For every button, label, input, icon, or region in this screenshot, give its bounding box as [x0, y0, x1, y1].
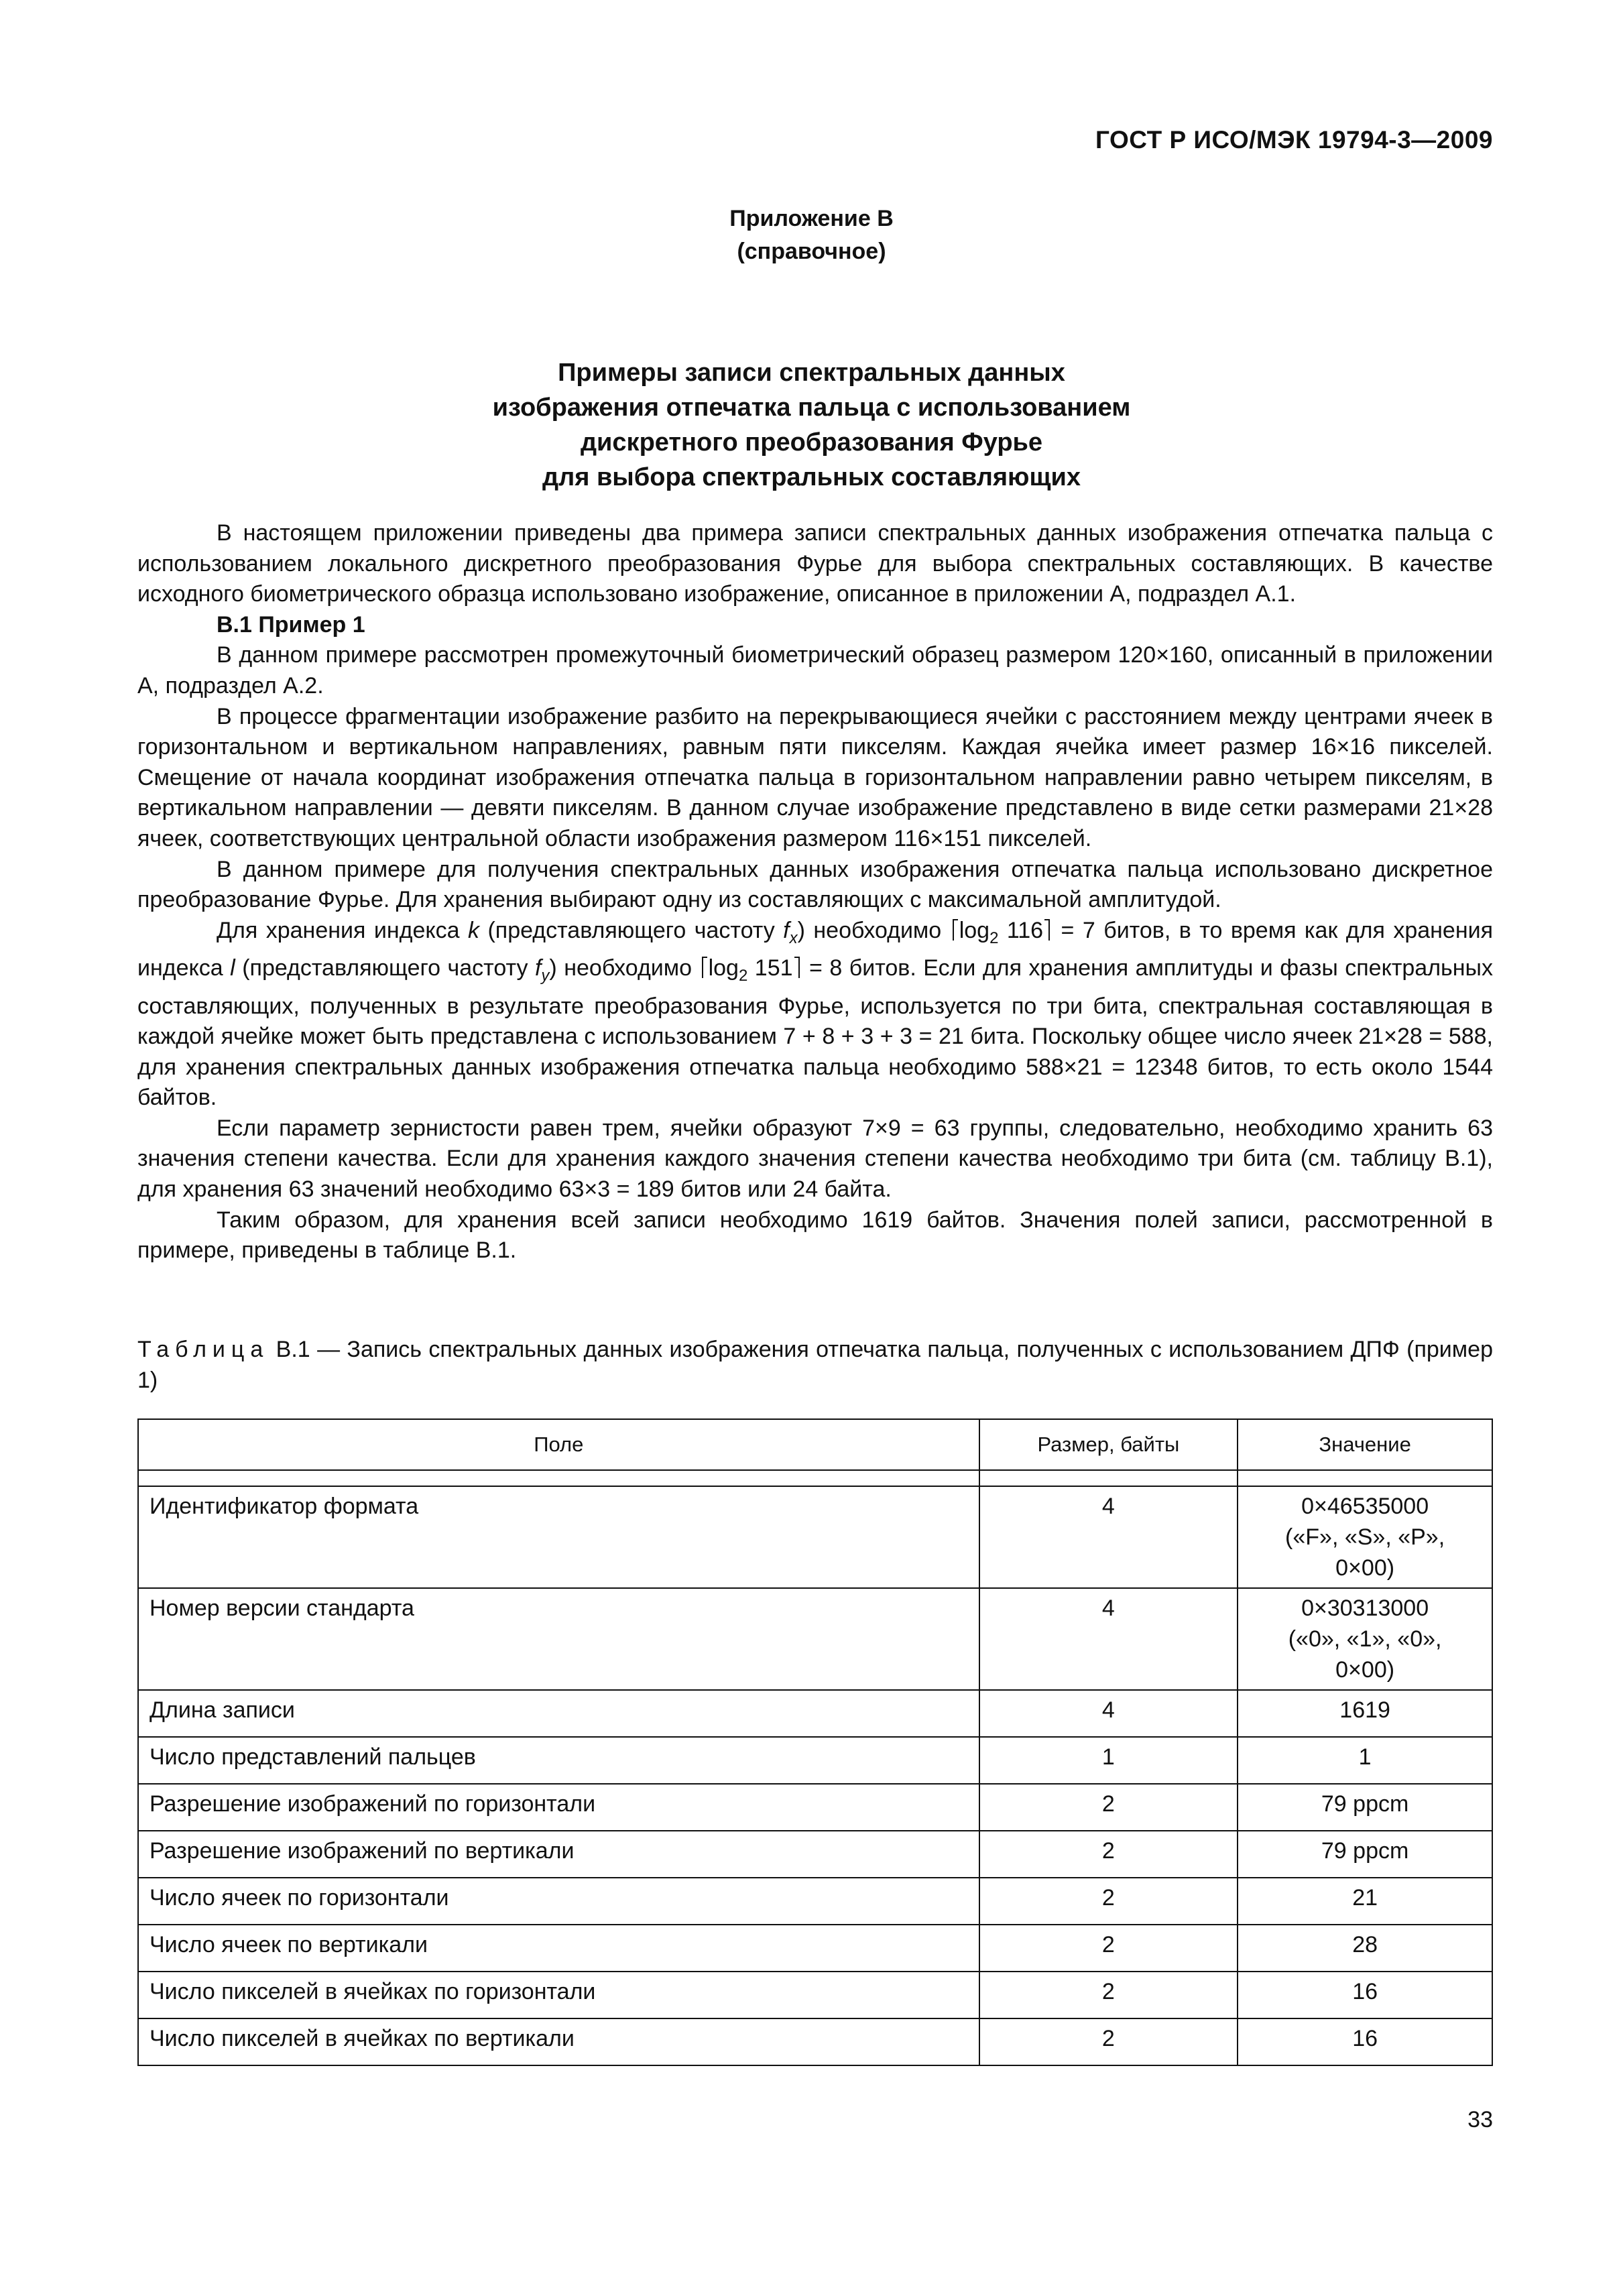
cell-size: 2 [979, 1972, 1238, 2018]
cell-field: Разрешение изображений по вертикали [138, 1831, 979, 1878]
cell-size: 2 [979, 1925, 1238, 1972]
table-row [138, 1972, 1492, 2018]
cell-size: 1 [979, 1737, 1238, 1784]
ceil-right-icon [1044, 919, 1050, 941]
cell-field: Число ячеек по горизонтали [138, 1878, 979, 1925]
cell-value: 1 [1238, 1737, 1492, 1784]
header-size: Размер, байты [979, 1419, 1238, 1470]
record-table [137, 1418, 1493, 2066]
cell-size: 4 [979, 1588, 1238, 1690]
cell-value: 16 [1238, 2018, 1492, 2065]
standard-code: ГОСТ Р ИСО/МЭК 19794-3—2009 [1095, 126, 1493, 154]
paragraph: В настоящем приложении приведены два примера записи спектральных данных изображения отпечатка пальца с использованием локального дискретного преобразования Фурье для выбора спектральных составляющих. В качестве исходного биометрического образца использовано изображение, описанное в приложении А, подраздел А.1. [137, 520, 1493, 607]
appendix-label: Приложение В [729, 206, 894, 231]
cell-field: Идентификатор формата [138, 1486, 979, 1588]
cell-value: 1619 [1238, 1690, 1492, 1737]
paragraph-formula: Для хранения индекса k (представляющего частоту $f_x$) необходимо $\log_2 116 = 7$ битов, в то время как для хранения индекса l (представляющего частоту $f_y$) необходимо $\log_2 151 = 8$ битов. Если для хранения амплитуды и фазы спектральных составляющих, полученных в результате преобразования Фурье, используется по три бита, спектральная составляющая в каждой ячейке может быть представлена с использованием 7 + 8 + 3 + 3 = 21 бита. Поскольку общее число ячеек 21×28 = 588, для хранения спектральных данных изображения отпечатка пальца необходимо 588×21 = 12348 битов, то есть около 1544 байтов. [137, 917, 1494, 1111]
cell-size: 2 [979, 2018, 1238, 2065]
cell-field: Номер версии стандарта [138, 1588, 979, 1690]
table-row [138, 1784, 1492, 1831]
cell-value: 0×30313000 («0», «1», «0», 0×00) [1238, 1588, 1492, 1690]
title-line-2: изображения отпечатка пальца с использованием [492, 394, 1131, 422]
cell-value: 21 [1238, 1878, 1492, 1925]
cell-field: Число пикселей в ячейках по вертикали [138, 2018, 979, 2065]
cell-size: 4 [979, 1690, 1238, 1737]
cell-field: Разрешение изображений по горизонтали [138, 1784, 979, 1831]
appendix-type: (справочное) [737, 239, 886, 264]
paragraph: Таким образом, для хранения всей записи необходимо 1619 байтов. Значения полей записи, рассмотренной в примере, приведены в таблице В.1. [137, 1207, 1493, 1264]
paragraph: В данном примере рассмотрен промежуточный биометрический образец размером 120×160, описанный в приложении А, подраздел А.2. [137, 642, 1493, 699]
title-line-3: дискретного преобразования Фурье [580, 428, 1043, 457]
header-value: Значение [1238, 1419, 1492, 1470]
table-row [138, 1925, 1492, 1972]
table-row [138, 1831, 1492, 1878]
cell-value: 0×46535000 («F», «S», «P», 0×00) [1238, 1486, 1492, 1588]
cell-value: 16 [1238, 1972, 1492, 2018]
ceil-right-icon [794, 957, 800, 978]
paragraph: В данном примере для получения спектральных данных изображения отпечатка пальца использовано дискретное преобразование Фурье. Для хранения выбирают одну из составляющих с максимальной амплитудой. [137, 856, 1493, 913]
title-line-4: для выбора спектральных составляющих [542, 463, 1081, 491]
title-line-1: Примеры записи спектральных данных [558, 359, 1065, 387]
ceil-left-icon [953, 919, 958, 941]
cell-size: 2 [979, 1878, 1238, 1925]
cell-size: 2 [979, 1831, 1238, 1878]
cell-field: Длина записи [138, 1690, 979, 1737]
table-row [138, 1588, 1492, 1690]
cell-size: 4 [979, 1486, 1238, 1588]
header-separator [138, 1470, 1492, 1486]
table-row [138, 1486, 1492, 1588]
cell-value: 79 ppcm [1238, 1831, 1492, 1878]
appendix-heading [0, 202, 1623, 268]
table-row [138, 1737, 1492, 1784]
section-heading: В.1 Пример 1 [217, 611, 365, 638]
cell-size: 2 [979, 1784, 1238, 1831]
table-row [138, 2018, 1492, 2065]
cell-field: Число ячеек по вертикали [138, 1925, 979, 1972]
table-header-row [138, 1419, 1492, 1470]
header-field: Поле [138, 1419, 979, 1470]
cell-field: Число представлений пальцев [138, 1737, 979, 1784]
table-row [138, 1690, 1492, 1737]
paragraph: Если параметр зернистости равен трем, ячейки образуют 7×9 = 63 группы, следовательно, необходимо хранить 63 значения степени качества. Если для хранения каждого значения степени качества необходимо три бита (см. таблицу В.1), для хранения 63 значений необходимо 63×3 = 189 битов или 24 байта. [137, 1115, 1493, 1203]
ceil-left-icon [702, 957, 707, 978]
page-number: 33 [1467, 2107, 1493, 2132]
appendix-title [0, 355, 1623, 495]
cell-value: 79 ppcm [1238, 1784, 1492, 1831]
table-label: Таблица [137, 1337, 269, 1362]
cell-field: Число пикселей в ячейках по горизонтали [138, 1972, 979, 2018]
cell-value: 28 [1238, 1925, 1492, 1972]
body-text [137, 518, 1493, 1266]
table-row [138, 1878, 1492, 1925]
table-caption: Таблица В.1 — Запись спектральных данных изображения отпечатка пальца, полученных с использованием ДПФ (пример 1) [137, 1337, 1493, 1393]
paragraph: В процессе фрагментации изображение разбито на перекрывающиеся ячейки с расстоянием между центрами ячеек в горизонтальном и вертикальном направлениях, равным пяти пикселям. Каждая ячейка имеет размер 16×16 пикселей. Смещение от начала координат изображения отпечатка пальца в горизонтальном направлении равно четырем пикселям, в вертикальном направлении — девяти пикселям. В данном случае изображение представлено в виде сетки размерами 21×28 ячеек, соответствующих центральной области изображения размером 116×151 пикселей. [137, 703, 1493, 851]
